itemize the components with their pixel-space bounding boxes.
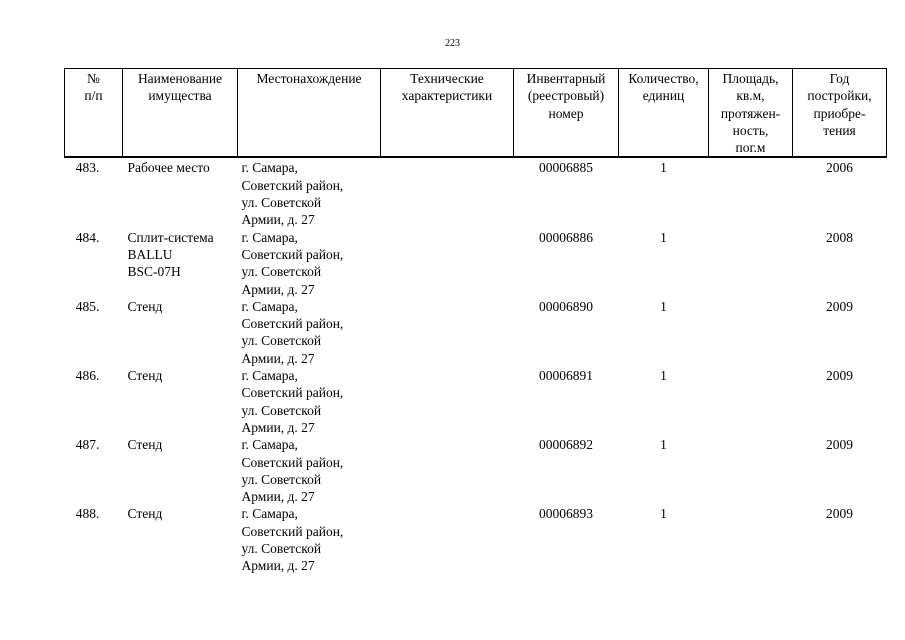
row-name: Стенд: [127, 437, 163, 453]
row-qty: 1: [660, 298, 667, 314]
header-year: Год постройки, приобре- тения: [793, 69, 887, 158]
table-row: [65, 298, 887, 367]
row-year: 2006: [826, 160, 853, 176]
row-inventory: 00006891: [539, 368, 593, 384]
table-row: [65, 505, 887, 574]
table-row: [65, 367, 887, 436]
table-row: [65, 229, 887, 298]
row-area: [709, 298, 793, 367]
row-num: 487.: [75, 437, 100, 453]
row-name: Стенд: [127, 298, 163, 314]
row-area: [709, 367, 793, 436]
row-qty: 1: [660, 506, 667, 522]
header-qty: Количество, единиц: [619, 69, 709, 158]
row-inventory: 00006893: [539, 506, 593, 522]
row-name: Рабочее место: [127, 160, 210, 176]
row-qty: 1: [660, 368, 667, 384]
table-row: [65, 436, 887, 505]
row-year: 2008: [826, 229, 853, 245]
row-location: г. Самара, Советский район, ул. Советской Армии, д. 27: [241, 368, 344, 435]
row-tech: [381, 436, 514, 505]
row-area: [709, 229, 793, 298]
header-tech: Технические характеристики: [381, 69, 514, 158]
row-qty: 1: [660, 437, 667, 453]
row-qty: 1: [660, 229, 667, 245]
row-location: г. Самара, Советский район, ул. Советской Армии, д. 27: [241, 160, 344, 228]
header-area: Площадь, кв.м, протяжен- ность, пог.м: [709, 69, 793, 158]
row-num: 486.: [75, 368, 100, 384]
row-year: 2009: [826, 437, 853, 453]
row-inventory: 00006892: [539, 437, 593, 453]
row-num: 485.: [75, 298, 100, 314]
row-num: 488.: [75, 506, 100, 522]
row-area: [709, 157, 793, 228]
header-location: Местонахождение: [238, 69, 381, 158]
row-inventory: 00006885: [539, 160, 593, 176]
header-num: № п/п: [65, 69, 123, 158]
row-location: г. Самара, Советский район, ул. Советской Армии, д. 27: [241, 506, 344, 574]
row-qty: 1: [660, 160, 667, 176]
row-area: [709, 505, 793, 574]
row-year: 2009: [826, 298, 853, 314]
property-inventory-table: [64, 68, 887, 575]
row-area: [709, 436, 793, 505]
row-num: 484.: [75, 229, 100, 245]
row-tech: [381, 367, 514, 436]
header-inventory: Инвентарный (реестровый) номер: [514, 69, 619, 158]
row-location: г. Самара, Советский район, ул. Советской Армии, д. 27: [241, 229, 344, 297]
row-year: 2009: [826, 506, 853, 522]
row-location: г. Самара, Советский район, ул. Советской Армии, д. 27: [241, 437, 344, 505]
row-tech: [381, 298, 514, 367]
row-inventory: 00006886: [539, 229, 593, 245]
row-num: 483.: [75, 160, 100, 176]
row-inventory: 00006890: [539, 298, 593, 314]
row-tech: [381, 157, 514, 228]
table-row: [65, 157, 887, 228]
page-number: 223: [445, 38, 460, 49]
row-tech: [381, 229, 514, 298]
row-name: Стенд: [127, 368, 163, 384]
row-tech: [381, 505, 514, 574]
row-name: Стенд: [127, 506, 163, 522]
row-year: 2009: [826, 368, 853, 384]
row-location: г. Самара, Советский район, ул. Советской Армии, д. 27: [241, 298, 344, 366]
table-header-row: [65, 69, 887, 158]
row-name: Сплит-система BALLU BSC-07H: [127, 229, 214, 280]
header-name: Наименование имущества: [123, 69, 238, 158]
